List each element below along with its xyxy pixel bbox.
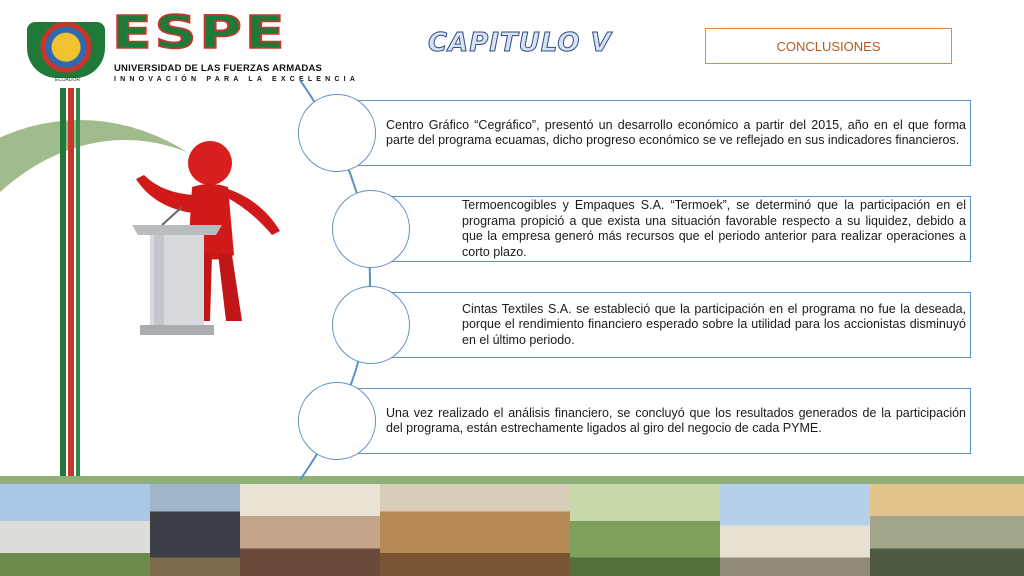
timeline-circle: [298, 382, 376, 460]
classroom-photo: [380, 484, 570, 576]
conclusion-item: [376, 292, 971, 358]
conclusion-item: [338, 100, 971, 166]
conclusion-text: Una vez realizado el análisis financiero, se concluyó que los resultados generados de la participación del programa, están estrechamente ligados al giro del negocio de cada PYME.: [386, 405, 966, 435]
photo-strip: [0, 484, 1024, 576]
conclusion-text: Termoencogibles y Empaques S.A. “Termoek”, se determinó que la participación en el programa propició a que exista una situación favorable respecto a su liquidez, debido a que la empresa generó más recursos que el periodo anterior para realizar operaciones a corto plazo.: [462, 198, 966, 259]
chapter-title: CAPITULO V: [428, 28, 612, 58]
timeline-circle: [332, 190, 410, 268]
section-label: CONCLUSIONES: [776, 38, 881, 54]
green-stripe: [60, 88, 66, 488]
logo-subtitle: UNIVERSIDAD DE LAS FUERZAS ARMADAS: [114, 63, 323, 74]
logo-tagline: INNOVACIÓN PARA LA EXCELENCIA: [114, 76, 360, 83]
ceremony-photo: [150, 484, 240, 576]
conclusion-text: Cintas Textiles S.A. se estableció que la participación en el programa no fue la deseada, porque el rendimiento financiero esperado sobre la utilidad para los accionistas disminuyó en el último periodo.: [462, 301, 966, 347]
green-stripe-secondary: [76, 88, 80, 488]
campus-building-photo: [0, 484, 150, 576]
conclusion-item: [338, 388, 971, 454]
seal-caption: ECUADOR: [55, 77, 81, 83]
library-photo: [870, 484, 1024, 576]
coat-of-arms-icon: [27, 22, 105, 78]
timeline-circle: [298, 94, 376, 172]
espe-logo: ESPE: [112, 6, 288, 60]
historic-building-photo: [720, 484, 870, 576]
conclusion-text: Centro Gráfico “Cegráfico”, presentó un desarrollo económico a partir del 2015, año en el que forma parte del programa ecuamas, dicho progreso económico se ve reflejado en sus indicadores financieros.: [386, 117, 966, 147]
timeline-circle: [332, 286, 410, 364]
section-label-box: [705, 28, 952, 64]
conclusion-item: [376, 196, 971, 262]
bottom-band: [0, 476, 1024, 484]
red-stripe: [68, 88, 74, 488]
students-studying-photo: [240, 484, 380, 576]
surveying-photo: [570, 484, 720, 576]
